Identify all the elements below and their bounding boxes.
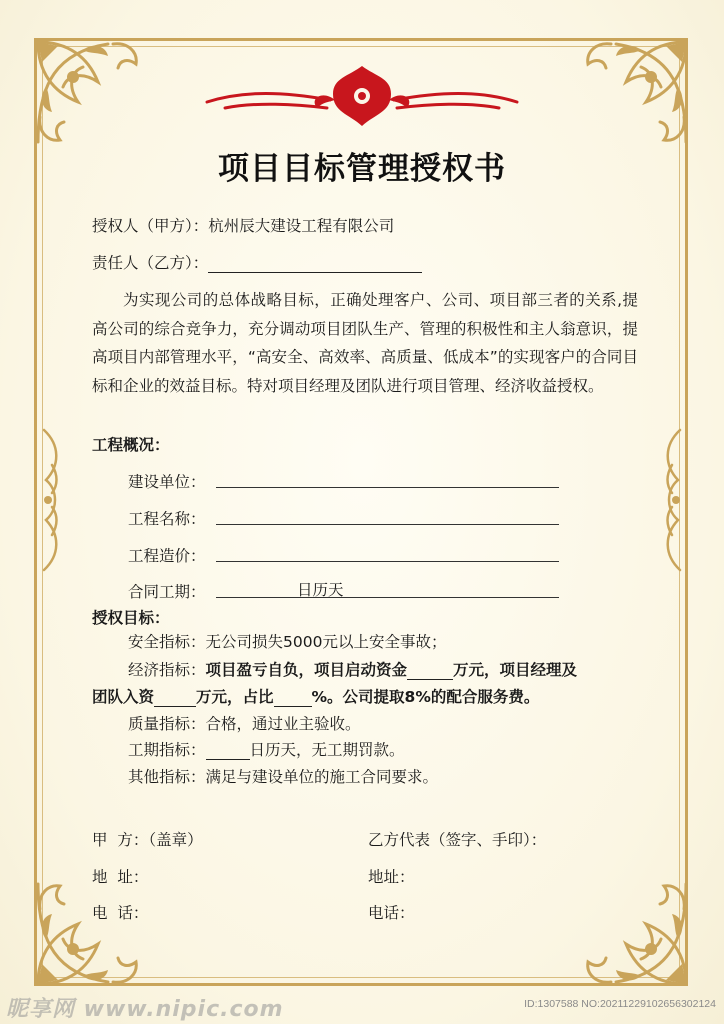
phone-b-label: 电话： <box>368 904 415 922</box>
party-b-blank[interactable] <box>208 255 422 273</box>
economic-label: 经济指标： <box>128 661 206 679</box>
safety-row <box>128 632 446 652</box>
party-a-label: 授权人（甲方）： <box>92 217 209 235</box>
economic-row-2 <box>92 687 539 707</box>
watermark-logo-text: 昵享网 www.nipic.com <box>6 997 284 1022</box>
schedule-days-blank[interactable] <box>206 742 250 760</box>
economic-text-1: 项目盈亏自负，项目启动资金 <box>205 661 408 679</box>
address-b-label: 地址： <box>368 868 415 886</box>
project-cost-label: 工程造价： <box>128 547 206 565</box>
schedule-label: 工期指标： <box>128 741 206 759</box>
overview-heading: 工程概况： <box>92 436 170 454</box>
project-cost-blank[interactable] <box>216 543 559 562</box>
builder-label: 建设单位： <box>128 473 206 491</box>
corner-ornament-bottom-right <box>576 874 696 994</box>
corner-ornament-bottom-left <box>28 874 148 994</box>
party-a-row <box>92 216 394 236</box>
top-red-ornament <box>205 62 519 130</box>
document-title: 项目目标管理授权书 <box>218 151 506 187</box>
corner-ornament-top-left <box>28 32 148 152</box>
address-a-label: 地 址： <box>92 868 149 886</box>
project-name-blank[interactable] <box>216 506 559 525</box>
contract-period-label: 合同工期： <box>128 583 206 601</box>
party-b-signature-label: 乙方代表（签字、手印）： <box>368 831 547 849</box>
schedule-row <box>128 740 405 760</box>
project-name-label: 工程名称： <box>128 510 206 528</box>
quality-label: 质量指标： <box>128 715 206 733</box>
startup-capital-blank[interactable] <box>407 662 453 680</box>
party-a-seal-label: 甲 方：（盖章） <box>92 831 203 849</box>
party-b-row <box>92 253 422 273</box>
economic-text-4: 万元，占比 <box>196 688 274 706</box>
party-b-label: 责任人（乙方）： <box>92 254 209 272</box>
builder-blank[interactable] <box>216 469 559 488</box>
quality-value: 合格，通过业主验收。 <box>205 715 361 733</box>
corner-ornament-top-right <box>576 32 696 152</box>
other-label: 其他指标： <box>128 768 206 786</box>
intro-paragraph: 为实现公司的总体战略目标，正确处理客户、公司、项目部三者的关系,提高公司的综合竞争力，充分调动项目团队生产、管理的积极性和主人翁意识，提高项目内部管理水平，“高安全、高效率、高质量、低成本”的实现客户的合同目标和企业的效益目标。特对项目经理及团队进行项目管理、经济收益授权。 <box>92 291 638 395</box>
other-value: 满足与建设单位的施工合同要求。 <box>205 768 439 786</box>
safety-label: 安全指标： <box>128 633 206 651</box>
share-ratio-blank[interactable] <box>274 689 312 707</box>
contract-period-blank[interactable] <box>216 579 559 598</box>
economic-text-2: 万元，项目经理及 <box>453 661 578 679</box>
contract-period-unit: 日历天 <box>297 581 344 599</box>
economic-text-5: %。公司提取8%的配合服务费。 <box>311 688 540 706</box>
quality-row <box>128 714 361 734</box>
team-investment-blank[interactable] <box>154 689 196 707</box>
side-ornament-right <box>658 425 686 575</box>
schedule-value: 日历天，无工期罚款。 <box>249 741 405 759</box>
other-row <box>128 767 438 787</box>
targets-heading: 授权目标： <box>92 609 170 627</box>
phone-a-label: 电 话： <box>92 904 149 922</box>
safety-value: 无公司损失5000元以上安全事故； <box>205 633 447 651</box>
economic-text-3: 团队入资 <box>92 688 155 706</box>
party-a-value: 杭州辰大建设工程有限公司 <box>208 217 395 235</box>
watermark-id-text: ID:1307588 NO:20211229102656302124 <box>524 998 716 1010</box>
economic-row-1 <box>128 660 577 680</box>
side-ornament-left <box>38 425 66 575</box>
